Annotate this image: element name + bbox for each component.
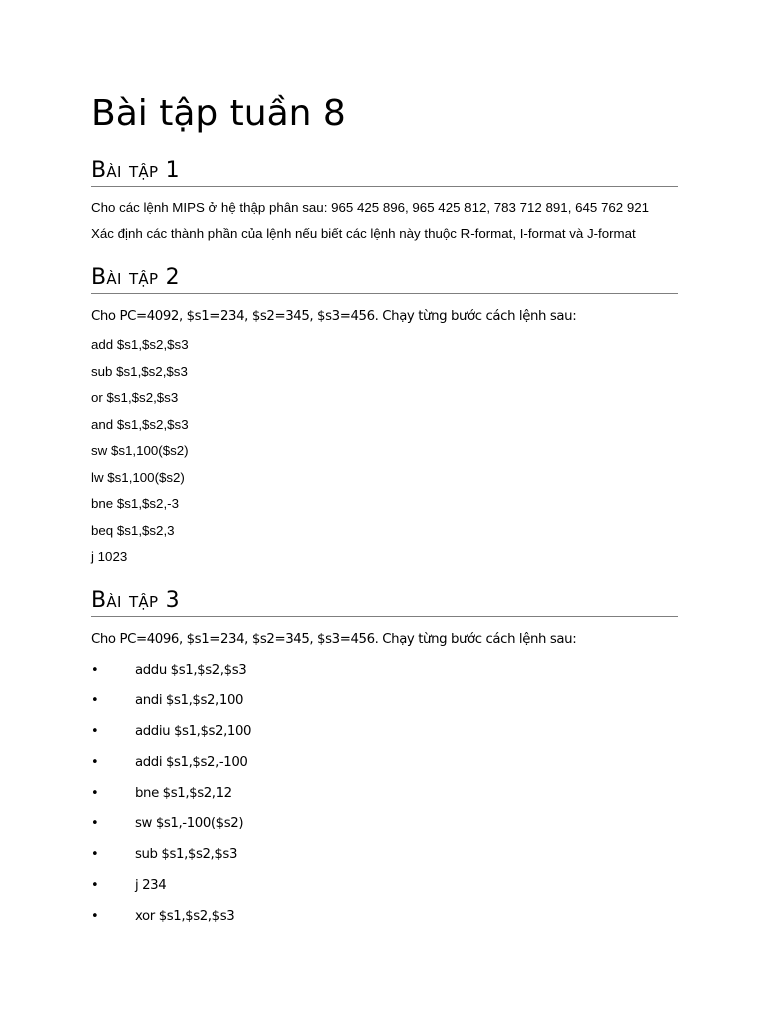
instruction-line: bne $s1,$s2,-3 — [91, 496, 179, 511]
list-item-text: addiu $s1,$s2,100 — [135, 724, 252, 739]
list-item-text: sw $s1,-100($s2) — [135, 816, 244, 831]
list-item — [91, 693, 491, 709]
paragraph: Xác định các thành phần của lệnh nếu biết các lệnh này thuộc R-format, I-format và J-format — [91, 226, 636, 241]
instruction-line: sub $s1,$s2,$s3 — [91, 364, 188, 379]
bullet-icon: • — [91, 724, 99, 739]
instruction-line: add $s1,$s2,$s3 — [91, 337, 189, 352]
bullet-icon: • — [91, 878, 99, 893]
bullet-icon: • — [91, 693, 99, 708]
bullet-icon: • — [91, 663, 99, 678]
list-item — [91, 816, 491, 832]
bullet-icon: • — [91, 909, 99, 924]
list-item — [91, 786, 491, 802]
section-intro: Cho PC=4092, $s1=234, $s2=345, $s3=456. Chạy từng bước cách lệnh sau: — [91, 309, 577, 324]
document-title: Bài tập tuần 8 — [91, 93, 346, 134]
bullet-icon: • — [91, 847, 99, 862]
section-bai-tap-3 — [91, 587, 678, 924]
list-item-text: andi $s1,$s2,100 — [135, 693, 244, 708]
list-item-text: xor $s1,$s2,$s3 — [135, 909, 235, 924]
section-bai-tap-1 — [91, 157, 678, 241]
instruction-line: beq $s1,$s2,3 — [91, 523, 175, 538]
list-item — [91, 909, 491, 925]
list-item — [91, 663, 491, 679]
list-item — [91, 755, 491, 771]
bullet-icon: • — [91, 816, 99, 831]
instruction-line: or $s1,$s2,$s3 — [91, 390, 179, 405]
paragraph: Cho các lệnh MIPS ở hệ thập phân sau: 965 425 896, 965 425 812, 783 712 891, 645 762 921 — [91, 200, 650, 215]
section-intro: Cho PC=4096, $s1=234, $s2=345, $s3=456. Chạy từng bước cách lệnh sau: — [91, 632, 577, 647]
list-item — [91, 847, 491, 863]
list-item — [91, 878, 491, 894]
instruction-line: lw $s1,100($s2) — [91, 470, 185, 485]
section-bai-tap-2 — [91, 264, 678, 564]
instruction-line: j 1023 — [91, 549, 128, 564]
section-heading: Bài tập 3 — [91, 587, 678, 617]
list-item-text: sub $s1,$s2,$s3 — [135, 847, 238, 862]
list-item-text: addu $s1,$s2,$s3 — [135, 663, 247, 678]
list-item — [91, 724, 491, 740]
bullet-icon: • — [91, 755, 99, 770]
section-heading: Bài tập 2 — [91, 264, 678, 294]
section-heading: Bài tập 1 — [91, 157, 678, 187]
instruction-line: sw $s1,100($s2) — [91, 443, 189, 458]
list-item-text: j 234 — [135, 878, 167, 893]
bullet-icon: • — [91, 786, 99, 801]
list-item-text: bne $s1,$s2,12 — [135, 786, 232, 801]
instruction-line: and $s1,$s2,$s3 — [91, 417, 189, 432]
list-item-text: addi $s1,$s2,-100 — [135, 755, 248, 770]
